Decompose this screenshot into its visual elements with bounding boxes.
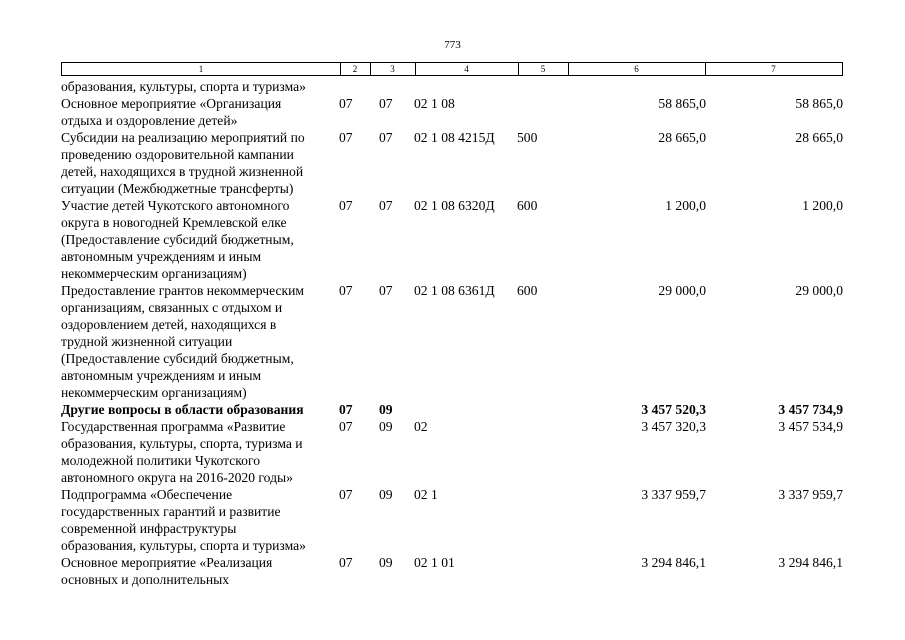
row-amount-year-1: 3 457 320,3 (641, 419, 706, 434)
description-line: (Предоставление субсидий бюджетным, (61, 232, 294, 247)
row-section-code: 07 (339, 198, 353, 213)
row-section-code: 07 (339, 555, 353, 570)
row-description (61, 401, 339, 418)
description-line: отдыха и оздоровление детей» (61, 113, 238, 128)
row-description (61, 129, 339, 197)
row-section-code: 07 (339, 402, 353, 417)
description-line: трудной жизненной ситуации (61, 334, 233, 349)
row-description (61, 95, 339, 129)
row-subsection-code: 07 (379, 283, 393, 298)
table-row (61, 78, 843, 95)
table-row (61, 197, 843, 282)
row-amount-year-2: 3 337 959,7 (778, 487, 843, 502)
row-amount-year-2: 3 457 734,9 (778, 402, 843, 417)
table-body (61, 78, 843, 588)
row-subsection-code: 09 (379, 419, 393, 434)
row-target-article: 02 1 (414, 487, 438, 502)
row-description (61, 197, 339, 282)
row-amount-year-2: 29 000,0 (795, 283, 843, 298)
row-amount-year-2: 3 457 534,9 (778, 419, 843, 434)
row-amount-year-1: 3 457 520,3 (641, 402, 706, 417)
row-expense-type: 600 (517, 283, 538, 298)
row-amount-year-1: 28 665,0 (658, 130, 706, 145)
row-subsection-code: 09 (379, 402, 393, 417)
table-row (61, 554, 843, 588)
row-target-article: 02 1 08 6361Д (414, 283, 495, 298)
row-amount-year-1: 3 294 846,1 (641, 555, 706, 570)
table-row (61, 401, 843, 418)
description-line: некоммерческим организациям) (61, 266, 247, 281)
row-amount-year-1: 29 000,0 (658, 283, 706, 298)
row-amount-year-2: 3 294 846,1 (778, 555, 843, 570)
header-col-5: 5 (518, 63, 569, 75)
row-target-article: 02 1 08 6320Д (414, 198, 495, 213)
row-section-code: 07 (339, 283, 353, 298)
row-section-code: 07 (339, 130, 353, 145)
description-line: ситуации (Межбюджетные трансферты) (61, 181, 294, 196)
table-row (61, 282, 843, 401)
description-line: молодежной политики Чукотского (61, 453, 260, 468)
header-col-1: 1 (62, 63, 341, 75)
table-row (61, 486, 843, 554)
row-amount-year-2: 58 865,0 (795, 96, 843, 111)
description-line: Основное мероприятие «Организация (61, 96, 282, 111)
description-line: Участие детей Чукотского автономного (61, 198, 290, 213)
header-col-2: 2 (340, 63, 371, 75)
header-col-4: 4 (415, 63, 519, 75)
description-line: детей, находящихся в трудной жизненной (61, 164, 304, 179)
row-description (61, 486, 339, 554)
row-amount-year-1: 58 865,0 (658, 96, 706, 111)
row-amount-year-2: 1 200,0 (802, 198, 843, 213)
row-description (61, 418, 339, 486)
description-line: организациям, связанных с отдыхом и (61, 300, 283, 315)
row-subsection-code: 07 (379, 96, 393, 111)
description-line: автономного округа на 2016-2020 годы» (61, 470, 293, 485)
description-line: Основное мероприятие «Реализация (61, 555, 273, 570)
row-subsection-code: 09 (379, 555, 393, 570)
description-line: образования, культуры, спорта и туризма» (61, 538, 306, 553)
description-line: проведению оздоровительной кампании (61, 147, 294, 162)
description-line: округа в новогодней Кремлевской елке (61, 215, 287, 230)
row-target-article: 02 (414, 419, 428, 434)
row-description (61, 282, 339, 401)
description-line: (Предоставление субсидий бюджетным, (61, 351, 294, 366)
row-target-article: 02 1 08 (414, 96, 455, 111)
row-amount-year-1: 3 337 959,7 (641, 487, 706, 502)
description-line: образования, культуры, спорта, туризма и (61, 436, 303, 451)
row-description (61, 554, 339, 588)
description-line: современной инфраструктуры (61, 521, 237, 536)
row-section-code: 07 (339, 487, 353, 502)
page-number: 773 (444, 39, 461, 51)
description-line: Предоставление грантов некоммерческим (61, 283, 304, 298)
description-line: автономным учреждениям и иным (61, 249, 262, 264)
table-row (61, 418, 843, 486)
description-line: основных и дополнительных (61, 572, 230, 587)
row-expense-type: 600 (517, 198, 538, 213)
row-subsection-code: 07 (379, 130, 393, 145)
row-subsection-code: 09 (379, 487, 393, 502)
row-target-article: 02 1 08 4215Д (414, 130, 495, 145)
description-line: автономным учреждениям и иным (61, 368, 262, 383)
table-header (61, 62, 843, 76)
header-col-7: 7 (771, 64, 776, 74)
description-line: Подпрограмма «Обеспечение (61, 487, 233, 502)
table-row (61, 95, 843, 129)
description-line: Субсидии на реализацию мероприятий по (61, 130, 305, 145)
table-row (61, 129, 843, 197)
row-expense-type: 500 (517, 130, 538, 145)
row-target-article: 02 1 01 (414, 555, 455, 570)
header-col-3: 3 (370, 63, 416, 75)
description-line: образования, культуры, спорта и туризма» (61, 79, 306, 94)
row-section-code: 07 (339, 419, 353, 434)
row-amount-year-1: 1 200,0 (665, 198, 706, 213)
header-col-6: 6 (568, 63, 706, 75)
row-subsection-code: 07 (379, 198, 393, 213)
description-line: оздоровлением детей, находящихся в (61, 317, 277, 332)
description-line: Другие вопросы в области образования (61, 402, 304, 417)
row-description (61, 78, 339, 95)
description-line: государственных гарантий и развитие (61, 504, 281, 519)
row-amount-year-2: 28 665,0 (795, 130, 843, 145)
row-section-code: 07 (339, 96, 353, 111)
description-line: Государственная программа «Развитие (61, 419, 286, 434)
description-line: некоммерческим организациям) (61, 385, 247, 400)
